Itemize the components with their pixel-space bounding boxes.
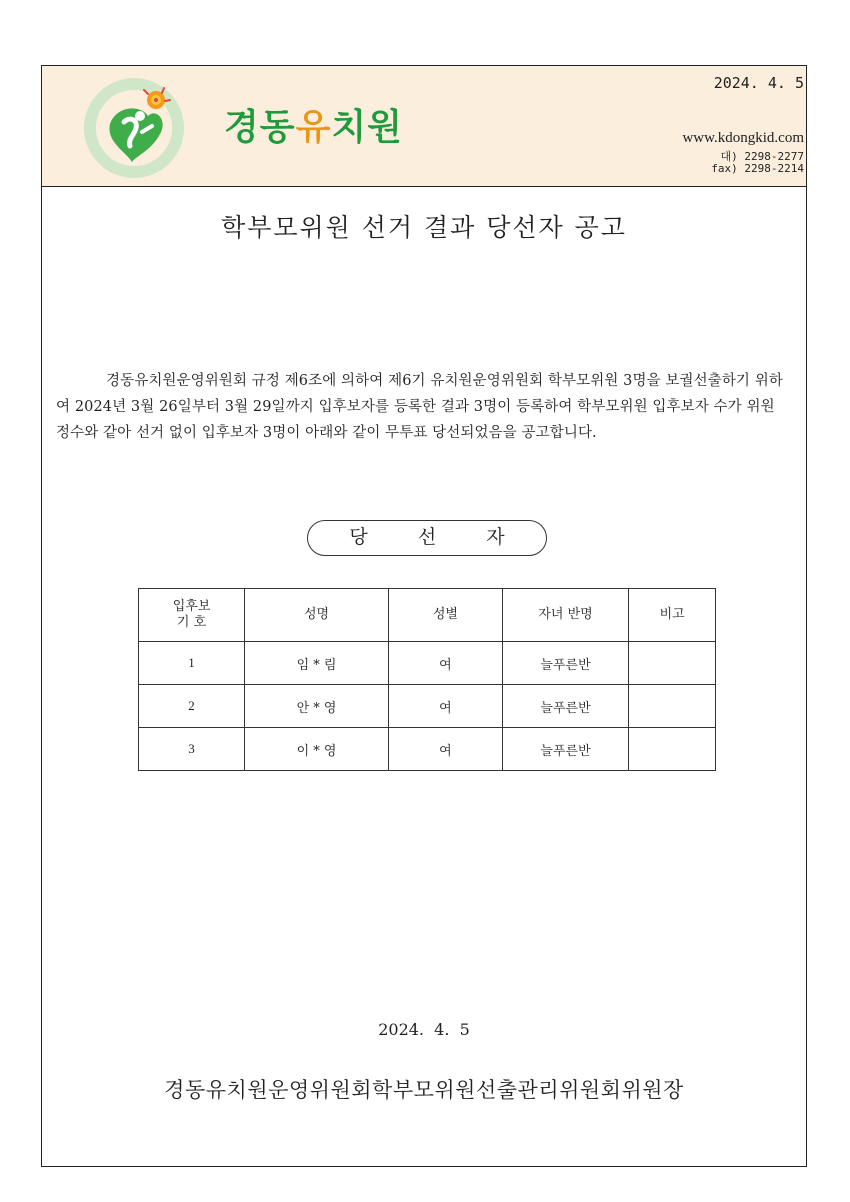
cell-name: 이 * 영: [245, 728, 389, 771]
cell-class: 늘푸른반: [502, 728, 628, 771]
cell-class: 늘푸른반: [502, 685, 628, 728]
cell-sex: 여: [388, 728, 502, 771]
header-text: 기 호: [176, 615, 207, 630]
header-sex: 성별: [388, 589, 502, 642]
logo-char: 경: [224, 107, 260, 148]
header-candidate-number: [139, 589, 245, 642]
table-row: [139, 642, 716, 685]
kindergarten-emblem-icon: [82, 76, 186, 180]
logo-char: 치원: [331, 107, 403, 148]
website-url[interactable]: www.kdongkid.com: [682, 130, 804, 146]
school-logo: [82, 76, 422, 180]
winners-table: [138, 588, 716, 771]
cell-number: 3: [139, 728, 245, 771]
header-text: 입후보: [172, 599, 211, 614]
cell-number: 1: [139, 642, 245, 685]
cell-note: [629, 642, 716, 685]
cell-number: 2: [139, 685, 245, 728]
logo-char: 동: [259, 107, 296, 148]
footer-date: 2024. 4. 5: [378, 1020, 470, 1039]
table-header-row: [139, 589, 716, 642]
cell-note: [629, 728, 716, 771]
cell-class: 늘푸른반: [502, 642, 628, 685]
winners-label: 당 선 자: [307, 520, 547, 556]
header-date: 2024. 4. 5: [713, 74, 804, 92]
cell-sex: 여: [388, 685, 502, 728]
document-title: 학부모위원 선거 결과 당선자 공고: [221, 213, 627, 242]
cell-name: 임 * 림: [245, 642, 389, 685]
table-row: [139, 685, 716, 728]
cell-sex: 여: [388, 642, 502, 685]
header-child-class: 자녀 반명: [502, 589, 628, 642]
notice-document: [41, 65, 807, 1167]
table-row: [139, 728, 716, 771]
header-note: 비고: [629, 589, 716, 642]
fax-number: fax) 2298-2214: [711, 162, 804, 175]
logo-char: 유: [295, 107, 332, 148]
phone-number: 대) 2298-2277: [720, 150, 804, 163]
cell-name: 안 * 영: [245, 685, 389, 728]
cell-note: [629, 685, 716, 728]
signatory: 경동유치원운영위원회학부모위원선출관리위원회위원장: [164, 1078, 684, 1102]
letterhead: [42, 66, 806, 187]
school-name-logotype: [224, 107, 403, 148]
announcement-body: 경동유치원운영위원회 규정 제6조에 의하여 제6기 유치원운영위원회 학부모위원 3명을 보궐선출하기 위하여 2024년 3월 26일부터 3월 29일까지 입후보자를 등록한 결과 3명이 등록하여 학부모위원 입후보자 수가 위원정수와 같아 선거 없이 입후보자 3명이 아래와 같이 무투표 당선되었음을 공고합니다.: [56, 372, 783, 441]
header-name: 성명: [245, 589, 389, 642]
